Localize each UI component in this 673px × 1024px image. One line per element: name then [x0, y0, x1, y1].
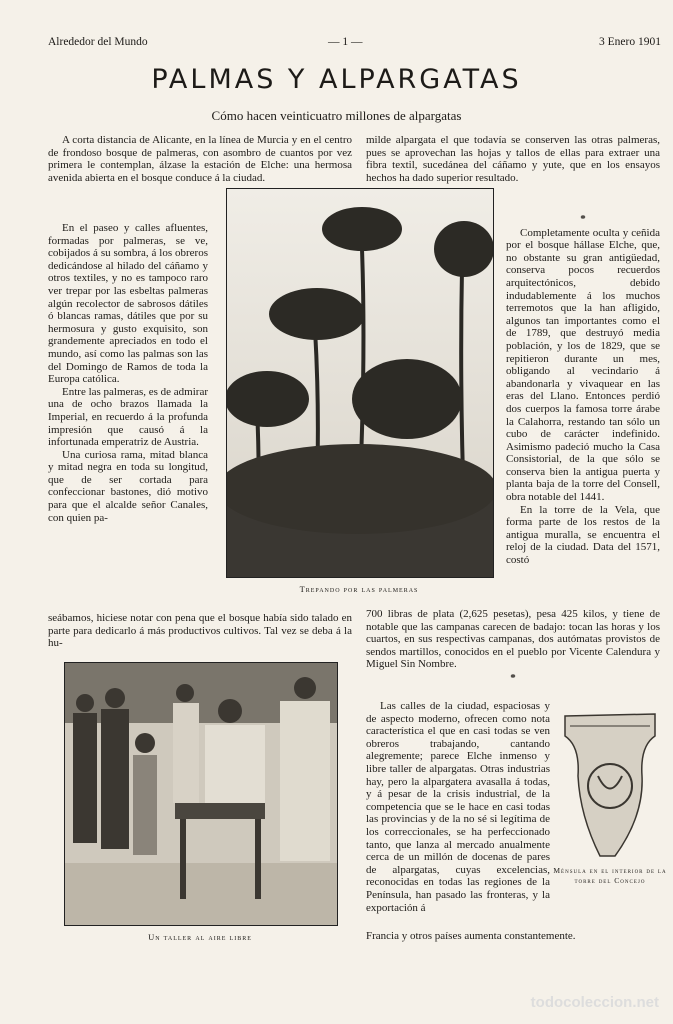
workshop-photo: [64, 662, 338, 926]
paragraph: Las calles de la ciudad, espaciosas y de aspecto moderno, ofrecen como nota característica el que en casi todas se ven obreros trabajando, cantando alegremente; parece Elche inmenso y libre taller de alpargatas. Otras industrias hay, pero la alpargatera avasalla á todas, y á pesar de la crisis industrial, de la competencia que se le hace en casi todas las provincias y de la no sé si legítima de los correccionales, se ha perfeccionado tanto, que lanza al mercado anualmente cerca de un millón de docenas de pares de alpargatas, cuyas excelencias, reconocidas en todas las regiones de la Península, han pasado las fronteras, y la exportación á: [366, 700, 550, 914]
paragraph: Entre las palmeras, es de admirar una de ocho brazos llamada la Imperial, en recuerdo á la profunda impresión que causó á la infortunada emperatriz de Austria.: [48, 385, 208, 449]
running-header: [48, 36, 661, 52]
section-star: *: [580, 213, 586, 225]
mensula-illustration: [560, 706, 660, 860]
col1-narrow: [48, 222, 208, 524]
caption-palms: Trepando por las palmeras: [299, 584, 419, 594]
col1-bottom: [48, 612, 352, 650]
article-subtitle: Cómo hacen veinticuatro millones de alpargatas: [211, 108, 462, 123]
col2-narrow: [506, 212, 660, 567]
col2-last: [366, 930, 660, 943]
paragraph: Completamente oculta y ceñida por el bosque hállase Elche, que, no obstante su gran antigüedad, conserva pocos recuerdos arquitectónicos, debido indudablemente á los muchos terremotos que la han afligido, algunos tan importantes como el de 1789, que destruyó media población, y los de 1829, que se repitieron durante un mes, obligando al vecindario á abandonarla y vivaquear en las eras del Llano. Entonces perdió dos cuerpos la famosa torre árabe la Calahorra, restando tan sólo un cubo de carácter indefinido. Asimismo padeció mucho la Casa Consistorial, de la que sólo se conserva bien la antigua puerta y planta baja de la torre del Consell, obra notable del 1441.: [506, 226, 660, 504]
workshop-image: [65, 663, 337, 925]
palms-photo: [226, 188, 494, 578]
paragraph: seábamos, hiciese notar con pena que el bosque había sido talado en parte para dedicarlo á más productivos cultivos. Tal vez se deba á la hu-: [48, 612, 352, 650]
section-star: *: [510, 671, 516, 684]
col2-wide: [366, 608, 660, 686]
magazine-name: Alrededor del Mundo: [48, 36, 148, 48]
paragraph: milde alpargata el que todavía se conserven las otras palmeras, pues se aprovechan las hojas y tallos de ellas para extraer una fibra textil, sucedánea del cáñamo y yute, que en los ensayos hechos ha dado superior resultado.: [366, 134, 660, 184]
paragraph: En la torre de la Vela, que forma parte de los restos de la antigua muralla, se encuentra el reloj de la ciudad. Data del 1571, costó: [506, 503, 660, 567]
watermark: todocoleccion.net: [530, 994, 659, 1011]
caption-workshop: Un taller al aire libre: [148, 932, 252, 942]
col2-bottom: [366, 700, 550, 914]
caption-mensula: Ménsula en el interior de la torre del Concejo: [553, 866, 667, 885]
bracket-drawing: [560, 706, 660, 860]
col2-intro: [366, 134, 660, 184]
article-title: PALMAS Y ALPARGATAS: [151, 64, 522, 95]
paragraph: 700 libras de plata (2,625 pesetas), pesa 425 kilos, y tiene de notable que las campanas carecen de badajo: tocan las horas y los cuartos, en sus respectivas campanas, dos autómatas provistos de sendos martillos, conocidos en el pueblo por Vicente Calendura y Miguel Sin Nombre.: [366, 608, 660, 671]
paragraph: En el paseo y calles afluentes, formadas por palmeras, se ve, cobijados á su sombra, á los obreros dedicándose al hilado del cáñamo y otros textiles, y no es tampoco raro ver trepar por las esbeltas palmeras algún recolector de sabrosos dátiles ó blancas ramas, dátiles que por su hermosura y gusto exquisito, son grandemente apreciados en todo el mundo, así como las palmas son las del Domingo de Ramos de toda la Europa católica.: [48, 222, 208, 386]
palm-trees-image: [227, 189, 493, 577]
paragraph: A corta distancia de Alicante, en la línea de Murcia y en el centro de frondoso bosque de palmeras, con asombro de cuantos por vez primera le contemplan, álzase la estación de Elche: una hermosa avenida abierta en el bosque conduce á la ciudad.: [48, 134, 352, 184]
paragraph: Francia y otros países aumenta constantemente.: [366, 930, 576, 942]
paragraph: Una curiosa rama, mitad blanca y mitad negra en toda su longitud, que de ser cortada para confeccionar bastones, dió motivo para que el alcalde señor Canales, con quien pa-: [48, 448, 208, 524]
col1-intro: [48, 134, 352, 184]
page-number: — 1 —: [328, 36, 363, 48]
issue-date: 3 Enero 1901: [599, 36, 661, 48]
